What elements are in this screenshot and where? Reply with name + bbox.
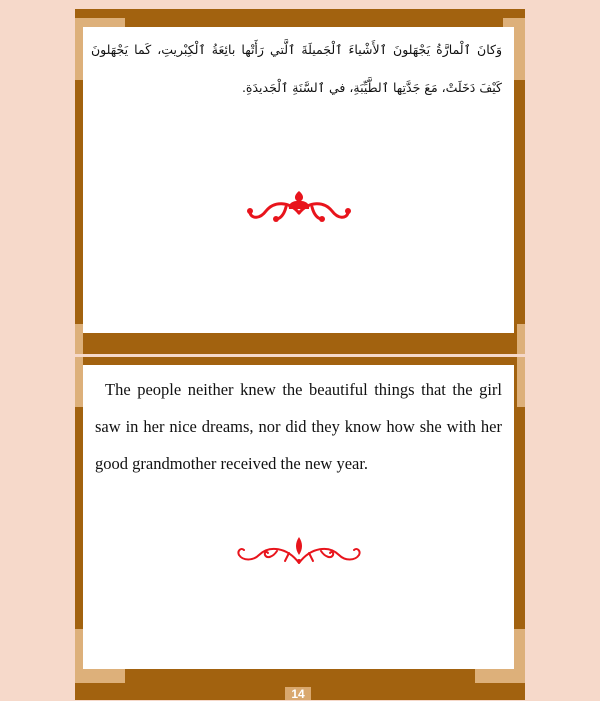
frame-corner-bottom-right [517, 324, 525, 354]
arabic-page [83, 27, 514, 333]
english-page-frame [75, 357, 525, 700]
red-flourish-ornament-icon [244, 187, 354, 232]
frame-corner-bottom-left [75, 324, 83, 354]
page-number: 14 [285, 687, 311, 700]
arabic-page-frame [75, 9, 525, 354]
frame-corner-top-right [517, 357, 525, 407]
arabic-paragraph: وَكانَ ٱلْمارَّةُ يَجْهَلونَ ٱلأَشْياءَ ٱلْجَميلَةَ ٱلَّتي رَأَتْها بائِعَةُ ٱلْكِبْريتِ، كَما يَجْهَلونَ كَيْفَ دَخَلَتْ، مَعَ جَدَّتِها ٱلطَّيِّبَةِ، في ٱلسَّنَةِ ٱلْجَديدَةِ. [91, 42, 502, 95]
frame-corner-top-left [75, 357, 83, 407]
red-scroll-ornament-icon [229, 535, 369, 569]
english-page [83, 365, 514, 669]
english-paragraph: The people neither knew the beautiful things that the girl saw in her nice dreams, nor did they know how she with her good grandmother received the new year. [95, 380, 502, 473]
